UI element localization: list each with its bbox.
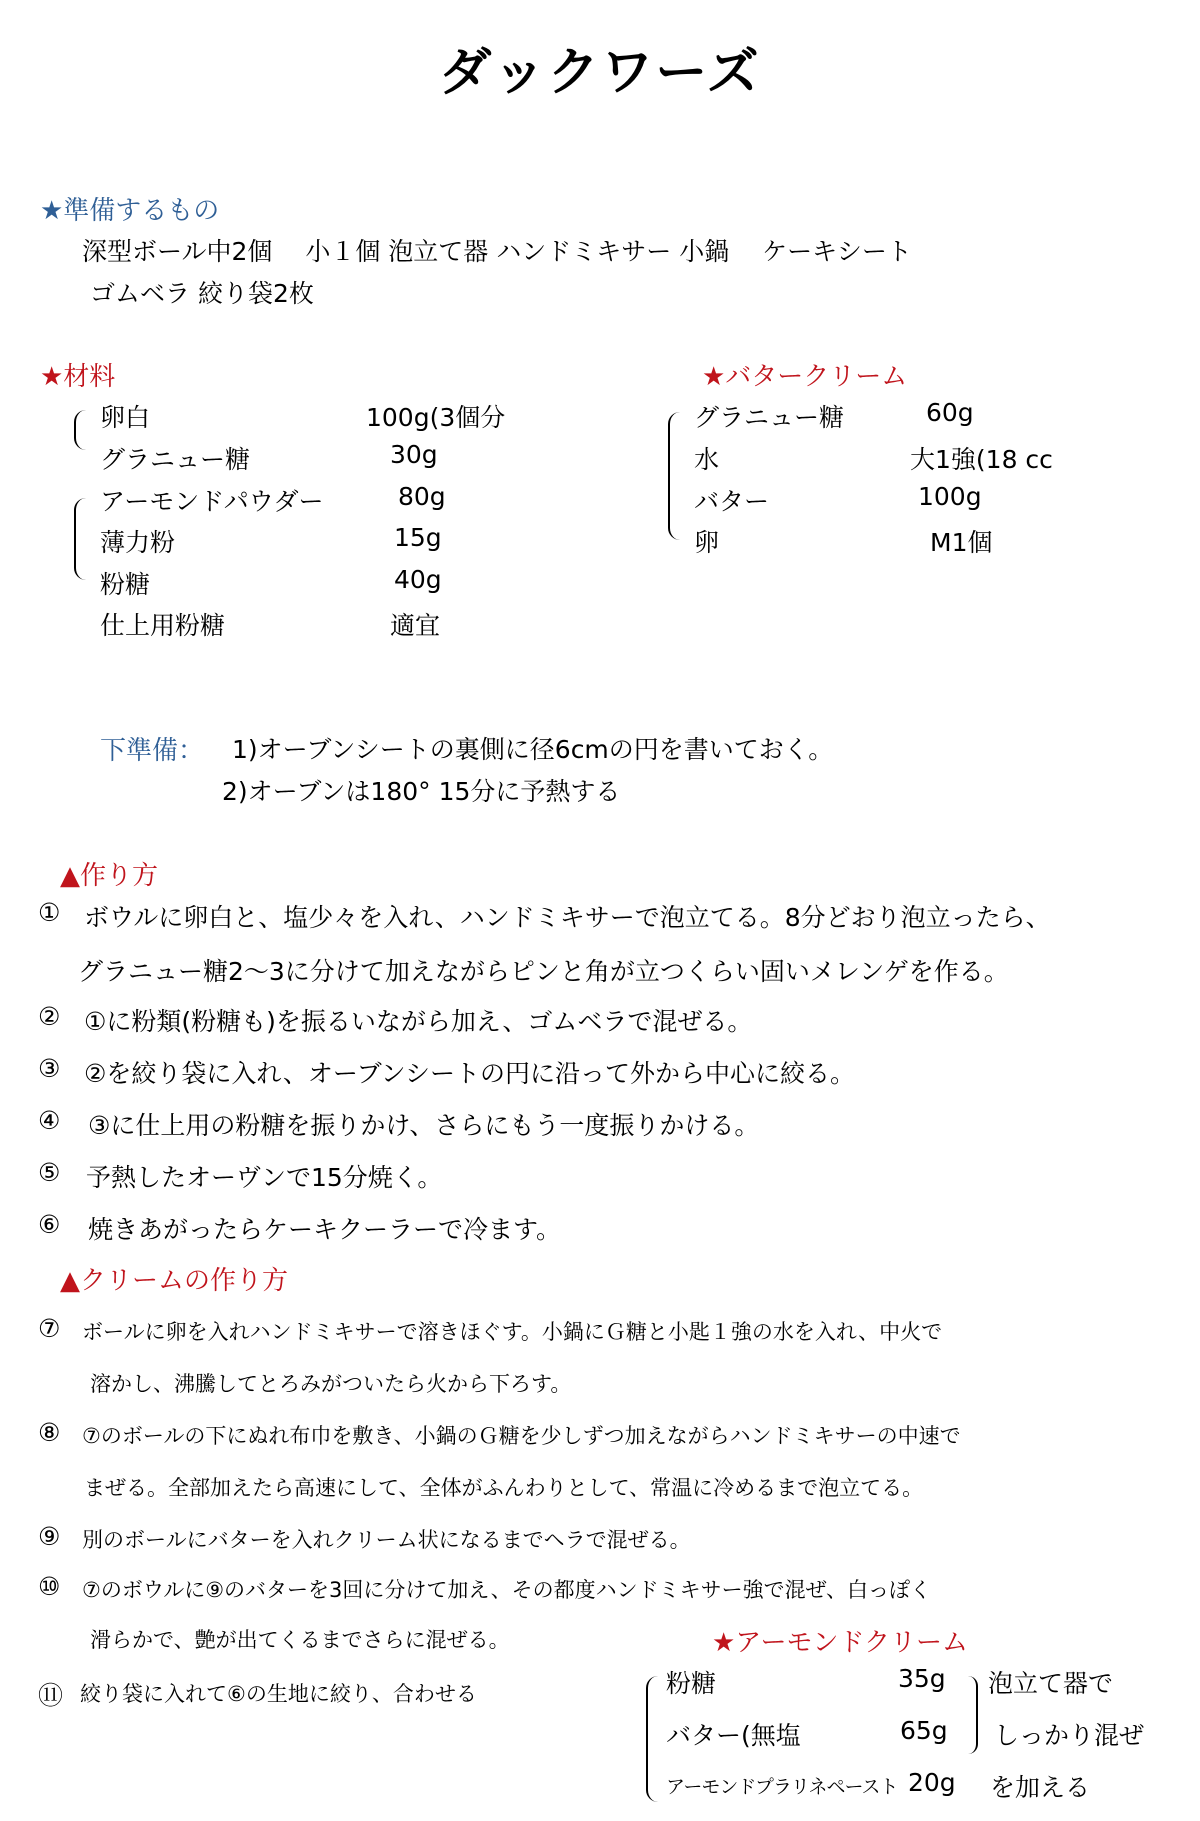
- ingredient-qty: 100g(3個分: [366, 403, 506, 432]
- ingredient-name: 仕上用粉糖: [100, 611, 226, 640]
- ingredient-name: 薄力粉: [100, 528, 176, 557]
- step-text: ⑦のボールの下にぬれ布巾を敷き、小鍋のＧ糖を少しずつ加えながらハンドミキサーの中速で: [82, 1424, 961, 1448]
- step-number: ⑧: [38, 1418, 61, 1447]
- step-text: 別のボールにバターを入れクリーム状になるまでヘラで混ぜる。: [82, 1528, 691, 1552]
- step-text: 絞り袋に入れて⑥の生地に絞り、合わせる: [80, 1682, 477, 1706]
- bracket-group-2: [74, 498, 86, 580]
- step-number: ⑤: [38, 1158, 61, 1187]
- almond-cream-heading: ★アーモンドクリーム: [712, 1628, 969, 1658]
- step-number: ⑩: [38, 1572, 61, 1601]
- method-heading: ▲作り方: [60, 861, 158, 891]
- step-text: ⑦のボウルに⑨のバターを3回に分けて加え、その都度ハンドミキサー強で混ぜ、白っぽく: [82, 1578, 932, 1602]
- almond-cream-note: 泡立て器で: [988, 1669, 1114, 1698]
- ingredient-name: アーモンドパウダー: [100, 487, 324, 516]
- step-text-cont: まぜる。全部加えたら高速にして、全体がふんわりとして、常温に冷めるまで泡立てる。: [84, 1476, 924, 1500]
- step-number: ⑦: [38, 1314, 61, 1343]
- almond-cream-name: バター(無塩: [666, 1721, 801, 1750]
- prep-line-2: ゴムベラ 絞り袋2枚: [90, 279, 314, 308]
- bracket-group-1: [74, 410, 86, 450]
- ingredients-heading: ★材料: [40, 362, 116, 392]
- step-number: ③: [38, 1054, 61, 1083]
- butter-cream-name: バター: [694, 487, 770, 516]
- almond-cream-qty: 20g: [908, 1768, 956, 1797]
- step-text: ②を絞り袋に入れ、オーブンシートの円に沿って外から中心に絞る。: [84, 1059, 856, 1088]
- ingredient-qty: 40g: [394, 565, 442, 594]
- ingredient-name: 卵白: [100, 403, 151, 432]
- step-text-cont: グラニュー糖2～3に分けて加えながらピンと角が立つくらい固いメレンゲを作る。: [78, 957, 1009, 986]
- step-text: ボウルに卵白と、塩少々を入れ、ハンドミキサーで泡立てる。8分どおり泡立ったら、: [84, 903, 1051, 932]
- prep-line-1: 深型ボール中2個 小１個 泡立て器 ハンドミキサー 小鍋 ケーキシート: [82, 237, 912, 266]
- almond-cream-qty: 65g: [900, 1716, 948, 1745]
- butter-cream-qty: 大1強(18 cc: [910, 445, 1053, 474]
- step-number: ⑨: [38, 1522, 61, 1551]
- ingredient-qty: 30g: [390, 440, 438, 469]
- preprep-label: 下準備：: [100, 736, 205, 766]
- step-text: 予熱したオーヴンで15分焼く。: [86, 1163, 443, 1192]
- almond-cream-qty: 35g: [898, 1664, 946, 1693]
- butter-cream-qty: 100g: [918, 482, 982, 511]
- ingredient-qty: 15g: [394, 523, 442, 552]
- ingredient-qty: 適宜: [390, 611, 441, 640]
- almond-cream-name: 粉糖: [666, 1669, 717, 1698]
- step-number: ⑪: [38, 1681, 64, 1710]
- ingredient-qty: 80g: [398, 482, 446, 511]
- butter-cream-name: 水: [694, 445, 720, 474]
- page-title: ダックワーズ: [439, 43, 761, 103]
- bracket-almond-note: [966, 1676, 978, 1754]
- almond-cream-note: を加える: [990, 1773, 1091, 1802]
- bracket-butter-cream: [668, 412, 682, 540]
- preprep-step-1: 1)オーブンシートの裏側に径6cmの円を書いておく。: [232, 735, 834, 764]
- butter-cream-qty: M1個: [930, 528, 993, 557]
- step-text: ①に粉類(粉糖も)を振るいながら加え、ゴムベラで混ぜる。: [84, 1007, 753, 1036]
- ingredient-name: グラニュー糖: [100, 445, 251, 474]
- bracket-almond-cream: [646, 1676, 660, 1802]
- ingredient-name: 粉糖: [100, 570, 151, 599]
- butter-cream-heading: ★バタークリーム: [702, 362, 908, 392]
- almond-cream-name: アーモンドプラリネペースト: [666, 1776, 898, 1798]
- prep-heading: ★準備するもの: [40, 196, 220, 226]
- step-number: ④: [38, 1106, 61, 1135]
- step-text: 焼きあがったらケーキクーラーで冷ます。: [88, 1215, 562, 1244]
- step-text-cont: 溶かし、沸騰してとろみがついたら火から下ろす。: [90, 1372, 572, 1396]
- almond-cream-note: しっかり混ぜ: [994, 1721, 1145, 1750]
- butter-cream-name: グラニュー糖: [694, 403, 845, 432]
- step-number: ②: [38, 1002, 61, 1031]
- preprep-step-2: 2)オーブンは180° 15分に予熱する: [222, 777, 621, 806]
- butter-cream-name: 卵: [694, 528, 720, 557]
- step-number: ①: [38, 898, 61, 927]
- cream-method-heading: ▲クリームの作り方: [60, 1266, 288, 1296]
- butter-cream-qty: 60g: [926, 398, 974, 427]
- step-text: ③に仕上用の粉糖を振りかけ、さらにもう一度振りかける。: [88, 1111, 760, 1140]
- step-number: ⑥: [38, 1210, 61, 1239]
- step-text: ボールに卵を入れハンドミキサーで溶きほぐす。小鍋にＧ糖と小匙１強の水を入れ、中火で: [82, 1320, 943, 1344]
- step-text-cont: 滑らかで、艶が出てくるまでさらに混ぜる。: [90, 1628, 510, 1652]
